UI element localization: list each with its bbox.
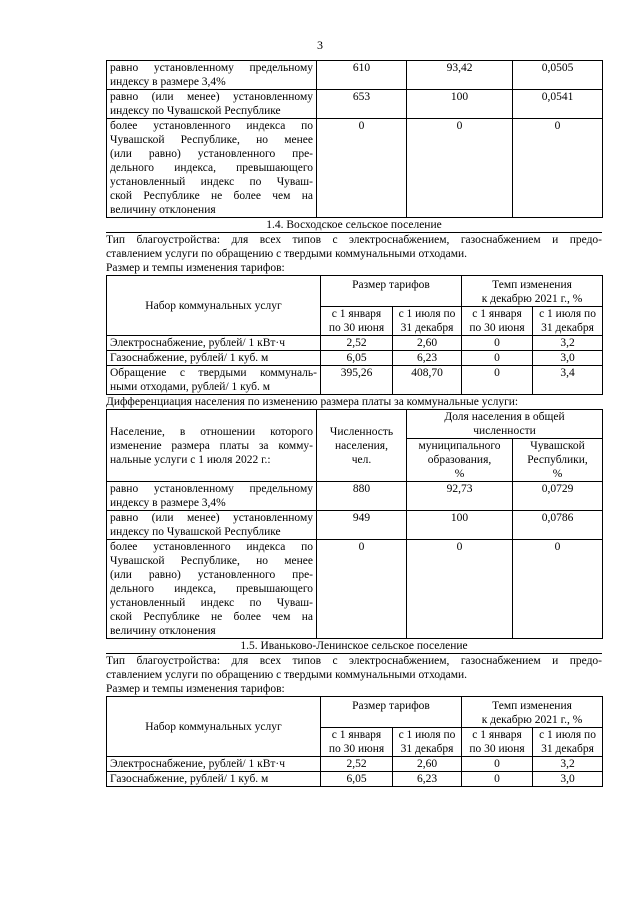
cell-line: равно (или менее) установленному [110, 91, 313, 103]
count-header [317, 410, 407, 482]
rate-header-line: к декабрю 2021 г., % [481, 293, 583, 305]
period-header [462, 307, 533, 336]
cell-line: Чувашской Республике, но менее [110, 134, 313, 146]
cell-line: равно установленному предельному [110, 483, 313, 495]
tariff-value-cell: 6,05 [321, 772, 393, 787]
table-row [107, 119, 603, 218]
period-line: по 30 июня [328, 743, 385, 755]
tariff-value-cell: 0 [462, 772, 533, 787]
count-cell: 653 [317, 90, 407, 119]
table-row [107, 772, 603, 787]
tariff-caption: Размер и темпы изменения тарифов: [106, 262, 285, 274]
population-cell [107, 61, 317, 90]
cell-line: установленный индекс по Чуваш- [110, 176, 313, 188]
header-line: Республики, [527, 454, 588, 466]
table-row [107, 757, 603, 772]
period-header [321, 728, 393, 757]
count-cell: 880 [317, 482, 407, 511]
type-line: Тип благоустройства: для всех типов с электроснабжением, газоснабжением и предо- [106, 655, 602, 667]
period-line: по 30 июня [328, 322, 385, 334]
tariff-table-1-5 [106, 696, 603, 787]
table-row [107, 366, 603, 395]
tariff-value-cell: 6,23 [393, 351, 462, 366]
type-line: ставлением услуги по обращению с твердыми коммунальными отходами. [106, 669, 468, 681]
rep-cell: 0 [513, 540, 603, 639]
page-number: 3 [317, 38, 323, 52]
header-line: Население, в отношении которого [110, 425, 313, 438]
service-cell [107, 336, 321, 351]
cell-line: Газоснабжение, рублей/ 1 куб. м [110, 352, 269, 364]
table-row [107, 61, 603, 90]
service-cell [107, 757, 321, 772]
period-line: с 1 июля по [539, 308, 596, 320]
period-header [393, 307, 462, 336]
period-line: 31 декабря [400, 743, 454, 755]
tariff-value-cell: 0 [462, 757, 533, 772]
tariff-value-cell: 2,60 [393, 336, 462, 351]
population-cell [107, 90, 317, 119]
mun-header [407, 439, 513, 482]
population-header [107, 410, 317, 482]
population-cell [107, 119, 317, 218]
tariff-value-cell: 408,70 [393, 366, 462, 395]
table-row [107, 351, 603, 366]
rep-cell: 0,0729 [513, 482, 603, 511]
services-header: Набор коммунальных услуг [107, 276, 321, 336]
rate-header [462, 276, 603, 307]
mun-cell: 100 [407, 90, 513, 119]
header-line: численности [473, 425, 536, 437]
service-cell [107, 366, 321, 395]
cell-line: более установленного индекса по [110, 120, 313, 132]
document-body [106, 60, 602, 787]
population-cell [107, 511, 317, 540]
count-cell: 0 [317, 119, 407, 218]
population-table-1-4 [106, 409, 603, 639]
period-line: с 1 июля по [398, 729, 456, 741]
cell-line: Электроснабжение, рублей/ 1 кВт·ч [110, 758, 286, 770]
section-title-1-5: 1.5. Иваньково-Ленинское сельское поселение [106, 639, 602, 654]
cell-line: (или равно) установленного пре- [110, 569, 313, 581]
header-line: муниципального [418, 440, 501, 452]
table-row [107, 336, 603, 351]
header-line: Численность [329, 425, 394, 438]
period-line: с 1 января [472, 308, 522, 320]
type-line: ставлением услуги по обращению с твердыми коммунальными отходами. [106, 248, 468, 260]
tariff-value-cell: 3,2 [533, 336, 603, 351]
size-header: Размер тарифов [321, 276, 462, 307]
table-row [107, 511, 603, 540]
tariff-value-cell: 395,26 [321, 366, 393, 395]
tariff-value-cell: 3,0 [533, 351, 603, 366]
count-cell: 610 [317, 61, 407, 90]
service-cell [107, 772, 321, 787]
services-header: Набор коммунальных услуг [107, 697, 321, 757]
population-table-top [106, 60, 603, 218]
population-cell [107, 540, 317, 639]
tariff-value-cell: 2,60 [393, 757, 462, 772]
rep-header [513, 439, 603, 482]
period-line: по 30 июня [469, 743, 525, 755]
mun-cell: 100 [407, 511, 513, 540]
table-row [107, 482, 603, 511]
diff-caption: Дифференциация населения по изменению размера платы за коммунальные услуги: [106, 396, 519, 408]
tariff-value-cell: 2,52 [321, 336, 393, 351]
count-cell: 0 [317, 540, 407, 639]
cell-line: равно (или менее) установленному [110, 512, 313, 524]
mun-cell: 0 [407, 119, 513, 218]
mun-cell: 93,42 [407, 61, 513, 90]
rate-header [462, 697, 603, 728]
share-header [407, 410, 603, 439]
tariff-value-cell: 0 [462, 366, 533, 395]
type-line: Тип благоустройства: для всех типов с электроснабжением, газоснабжением и предо- [106, 234, 602, 246]
cell-line: (или равно) установленного пре- [110, 148, 313, 160]
rep-cell: 0,0541 [513, 90, 603, 119]
period-line: с 1 июля по [398, 308, 456, 320]
cell-line: Электроснабжение, рублей/ 1 кВт·ч [110, 337, 286, 349]
period-line: с 1 января [331, 729, 382, 741]
header-line: % [552, 468, 563, 480]
cell-line: ными отходами, рублей/ 1 куб. м [110, 381, 271, 393]
section-1-4-type [106, 233, 602, 261]
header-line: Доля населения в общей [444, 411, 565, 423]
header-line: населения, [335, 439, 388, 452]
header-line: Чувашской [530, 440, 585, 452]
size-header: Размер тарифов [321, 697, 462, 728]
period-line: с 1 января [472, 729, 522, 741]
tariff-value-cell: 3,4 [533, 366, 603, 395]
service-cell [107, 351, 321, 366]
tariff-value-cell: 3,0 [533, 772, 603, 787]
period-header [533, 307, 603, 336]
count-cell: 949 [317, 511, 407, 540]
tariff-table-1-4 [106, 275, 603, 395]
period-line: по 30 июня [469, 322, 525, 334]
cell-line: индексу по Чувашской Республике [110, 526, 281, 538]
cell-line: величину отклонения [110, 204, 216, 216]
period-line: 31 декабря [400, 322, 454, 334]
tariff-value-cell: 6,23 [393, 772, 462, 787]
tariff-value-cell: 3,2 [533, 757, 603, 772]
rep-cell: 0 [513, 119, 603, 218]
period-line: с 1 июля по [539, 729, 596, 741]
period-header [533, 728, 603, 757]
cell-line: Газоснабжение, рублей/ 1 куб. м [110, 773, 269, 785]
header-line: чел. [351, 453, 372, 466]
rate-header-line: к декабрю 2021 г., % [481, 714, 583, 726]
cell-line: дельного индекса, превышающего [110, 162, 313, 174]
cell-line: индексу в размере 3,4% [110, 76, 226, 88]
header-line: образования, [427, 454, 492, 466]
cell-line: Чувашской Республике, но менее [110, 555, 313, 567]
cell-line: ской Республике не более чем на [110, 611, 313, 623]
cell-line: равно установленному предельному [110, 62, 313, 74]
header-line: нальные услуги с 1 июля 2022 г.: [110, 453, 271, 466]
tariff-value-cell: 2,52 [321, 757, 393, 772]
period-line: с 1 января [331, 308, 382, 320]
period-line: 31 декабря [541, 322, 594, 334]
mun-cell: 92,73 [407, 482, 513, 511]
tariff-value-cell: 0 [462, 336, 533, 351]
table-row [107, 90, 603, 119]
rate-header-line: Темп изменения [492, 700, 572, 712]
tariff-value-cell: 0 [462, 351, 533, 366]
section-1-5-type [106, 654, 602, 682]
population-cell [107, 482, 317, 511]
period-line: 31 декабря [541, 743, 594, 755]
section-title-1-4: 1.4. Восходское сельское поселение [106, 218, 602, 233]
header-line: изменение размера платы за комму- [110, 439, 313, 452]
mun-cell: 0 [407, 540, 513, 639]
rate-header-line: Темп изменения [492, 279, 572, 291]
period-header [393, 728, 462, 757]
rep-cell: 0,0786 [513, 511, 603, 540]
cell-line: индексу в размере 3,4% [110, 497, 226, 509]
period-header [462, 728, 533, 757]
cell-line: индексу по Чувашской Республике [110, 105, 281, 117]
cell-line: величину отклонения [110, 625, 216, 637]
rep-cell: 0,0505 [513, 61, 603, 90]
cell-line: дельного индекса, превышающего [110, 583, 313, 595]
cell-line: установленный индекс по Чуваш- [110, 597, 313, 609]
tariff-value-cell: 6,05 [321, 351, 393, 366]
period-header [321, 307, 393, 336]
cell-line: ской Республике не более чем на [110, 190, 313, 202]
cell-line: Обращение с твердыми коммуналь- [110, 367, 317, 379]
cell-line: более установленного индекса по [110, 541, 313, 553]
table-row [107, 540, 603, 639]
header-line: % [454, 468, 465, 480]
tariff-caption: Размер и темпы изменения тарифов: [106, 683, 285, 695]
